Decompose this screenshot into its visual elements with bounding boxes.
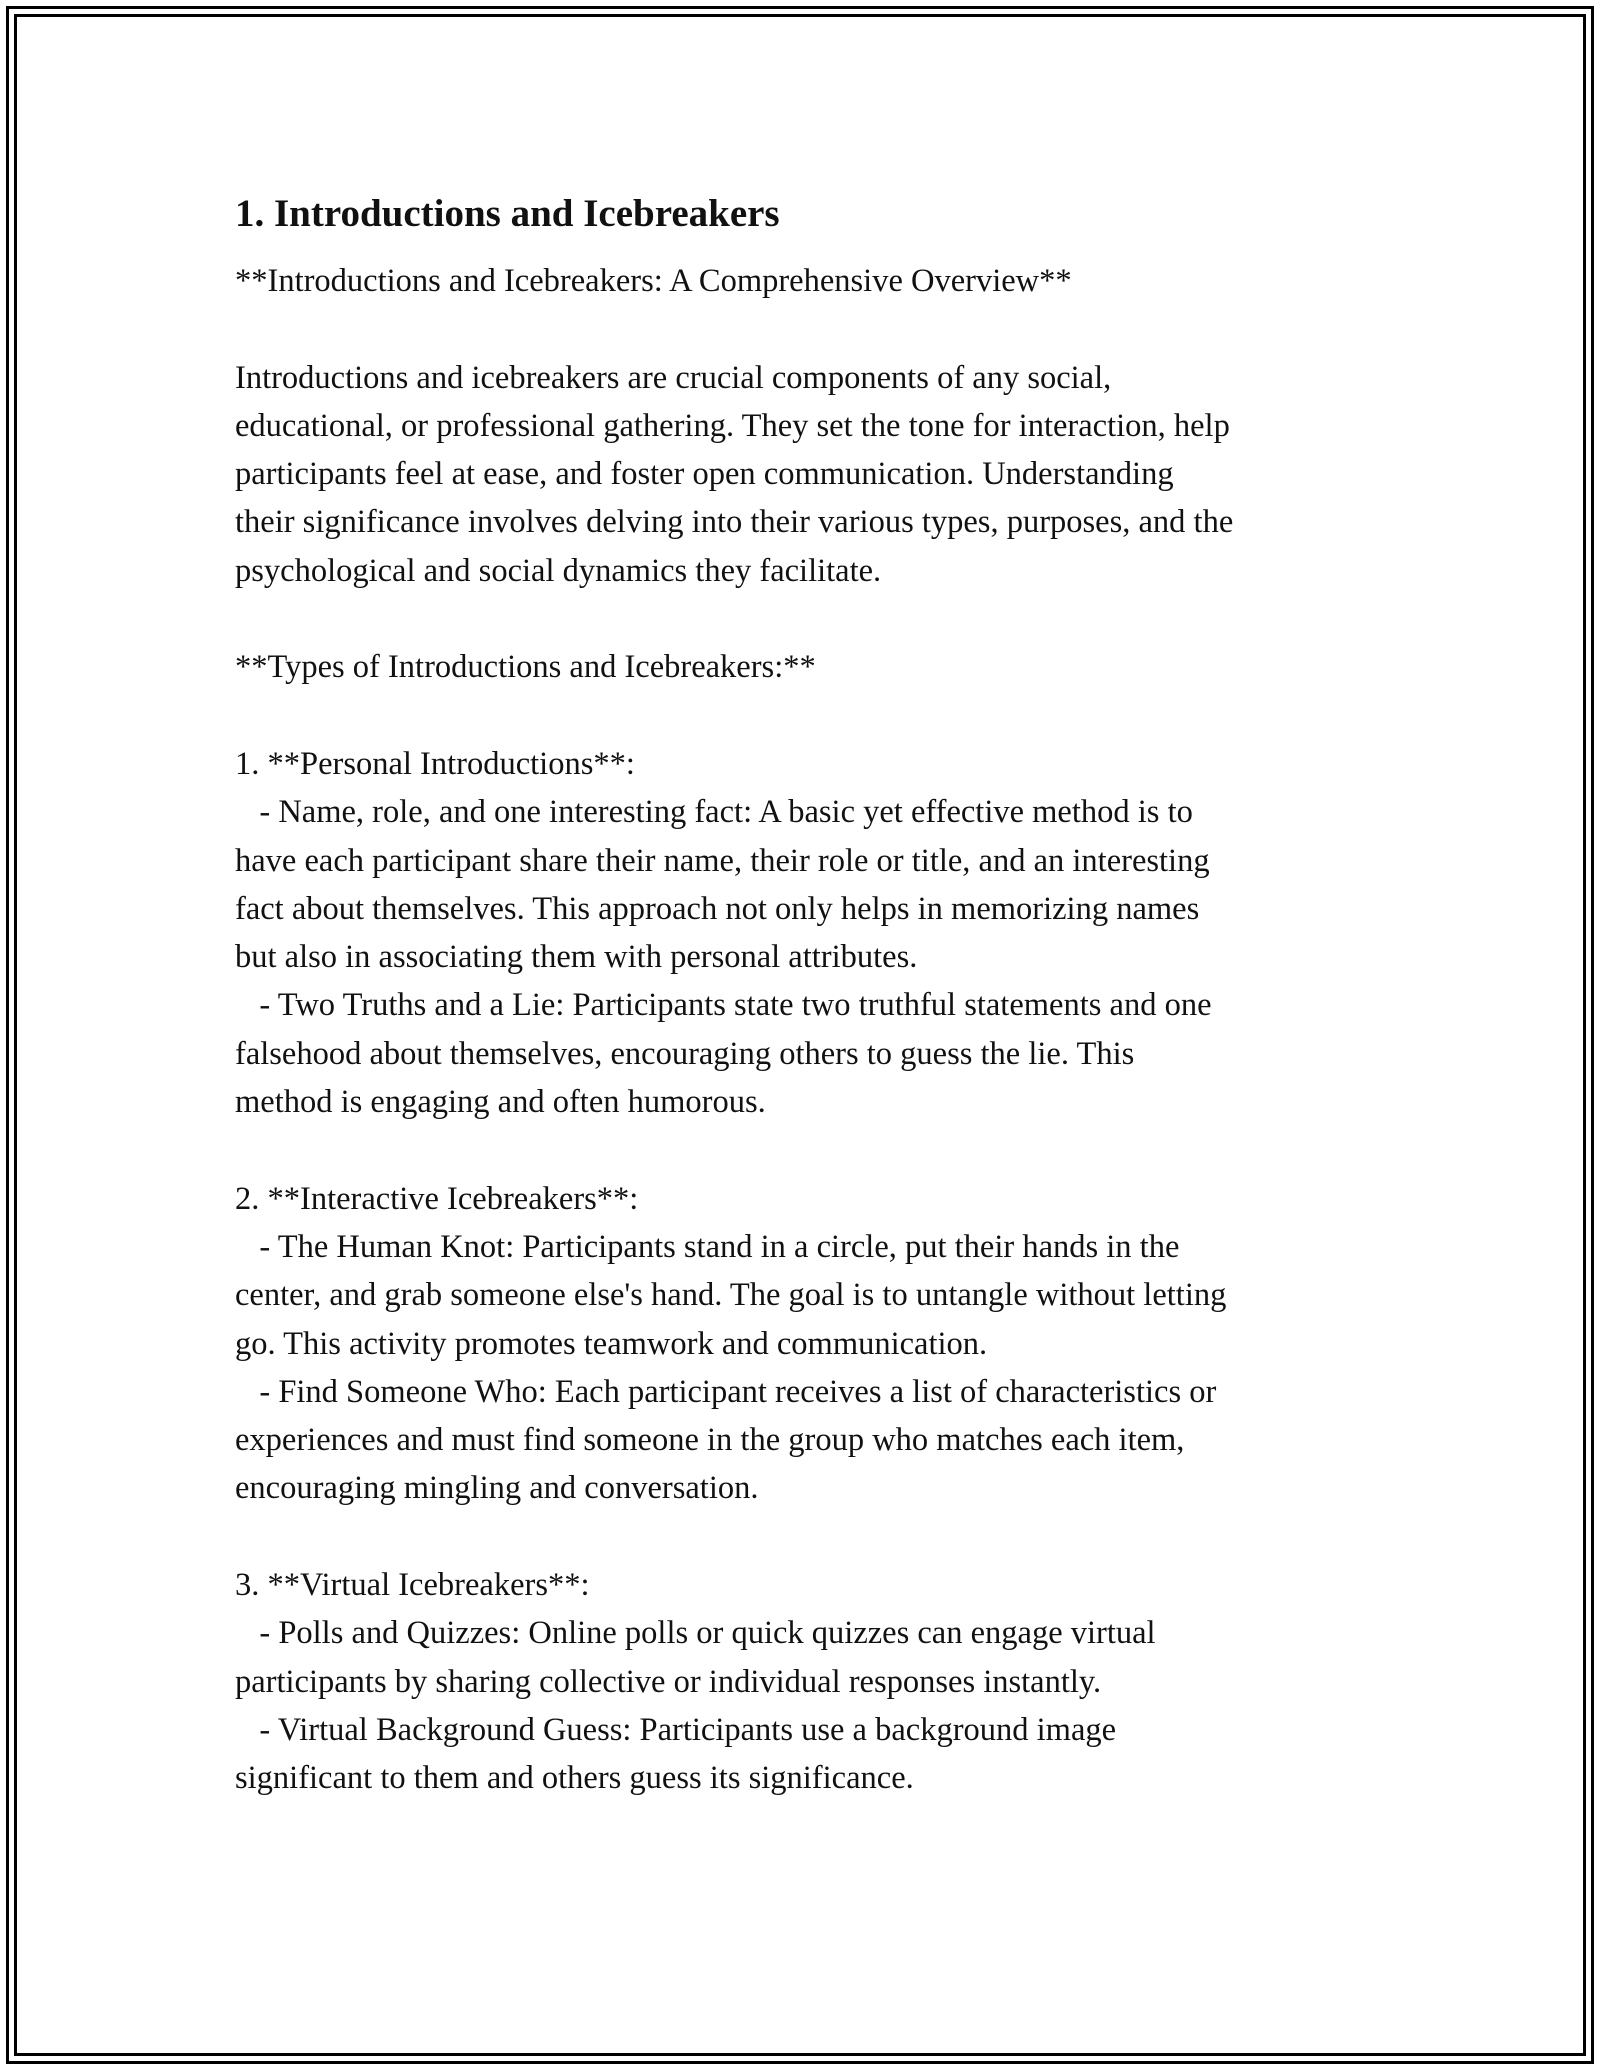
section-title: 3. **Virtual Icebreakers**: — [235, 1567, 590, 1604]
blank-line — [235, 595, 1375, 643]
text-line: participants feel at ease, and foster open communication. Understanding — [235, 456, 1174, 493]
blank-line — [235, 692, 1375, 740]
types-title: **Types of Introductions and Icebreakers:** — [235, 649, 816, 686]
text-line: psychological and social dynamics they facilitate. — [235, 552, 882, 589]
text-line: have each participant share their name, their role or title, and an interesting — [235, 842, 1210, 879]
section-title: 1. **Personal Introductions**: — [235, 745, 635, 782]
text-line: encouraging mingling and conversation. — [235, 1470, 759, 1507]
text-line: go. This activity promotes teamwork and communication. — [235, 1325, 988, 1362]
section-heading: 1. Introductions and Icebreakers — [235, 192, 780, 235]
text-line: - Virtual Background Guess: Participants use a background image — [235, 1711, 1117, 1748]
text-line: - Find Someone Who: Each participant receives a list of characteristics or — [235, 1373, 1217, 1410]
section-interactive-icebreakers — [235, 1175, 1375, 1513]
text-line: participants by sharing collective or individual responses instantly. — [235, 1663, 1102, 1700]
text-line: experiences and must find someone in the group who matches each item, — [235, 1422, 1185, 1459]
text-line: falsehood about themselves, encouraging others to guess the lie. This — [235, 1035, 1135, 1072]
blank-line — [235, 305, 1375, 353]
section-personal-introductions — [235, 740, 1375, 1126]
text-line: - The Human Knot: Participants stand in a circle, put their hands in the — [235, 1228, 1180, 1265]
text-line: educational, or professional gathering. They set the tone for interaction, help — [235, 407, 1230, 444]
intro-paragraph — [235, 354, 1375, 595]
text-line: - Polls and Quizzes: Online polls or quick quizzes can engage virtual — [235, 1615, 1156, 1652]
text-line: their significance involves delving into their various types, purposes, and the — [235, 504, 1234, 541]
blank-line — [235, 1513, 1375, 1561]
section-title: 2. **Interactive Icebreakers**: — [235, 1180, 639, 1217]
text-line: but also in associating them with personal attributes. — [235, 939, 918, 976]
text-line: - Two Truths and a Lie: Participants state two truthful statements and one — [235, 987, 1212, 1024]
text-line: method is engaging and often humorous. — [235, 1084, 766, 1121]
blank-line — [235, 1126, 1375, 1174]
document-body — [235, 185, 1375, 1803]
text-line: fact about themselves. This approach not only helps in memorizing names — [235, 890, 1200, 927]
text-line: significant to them and others guess its significance. — [235, 1760, 914, 1797]
text-line: Introductions and icebreakers are crucial components of any social, — [235, 359, 1112, 396]
text-line: center, and grab someone else's hand. The goal is to untangle without letting — [235, 1277, 1227, 1314]
overview-title: **Introductions and Icebreakers: A Comprehensive Overview** — [235, 263, 1072, 299]
text-line: - Name, role, and one interesting fact: A basic yet effective method is to — [235, 794, 1193, 831]
section-virtual-icebreakers — [235, 1561, 1375, 1802]
